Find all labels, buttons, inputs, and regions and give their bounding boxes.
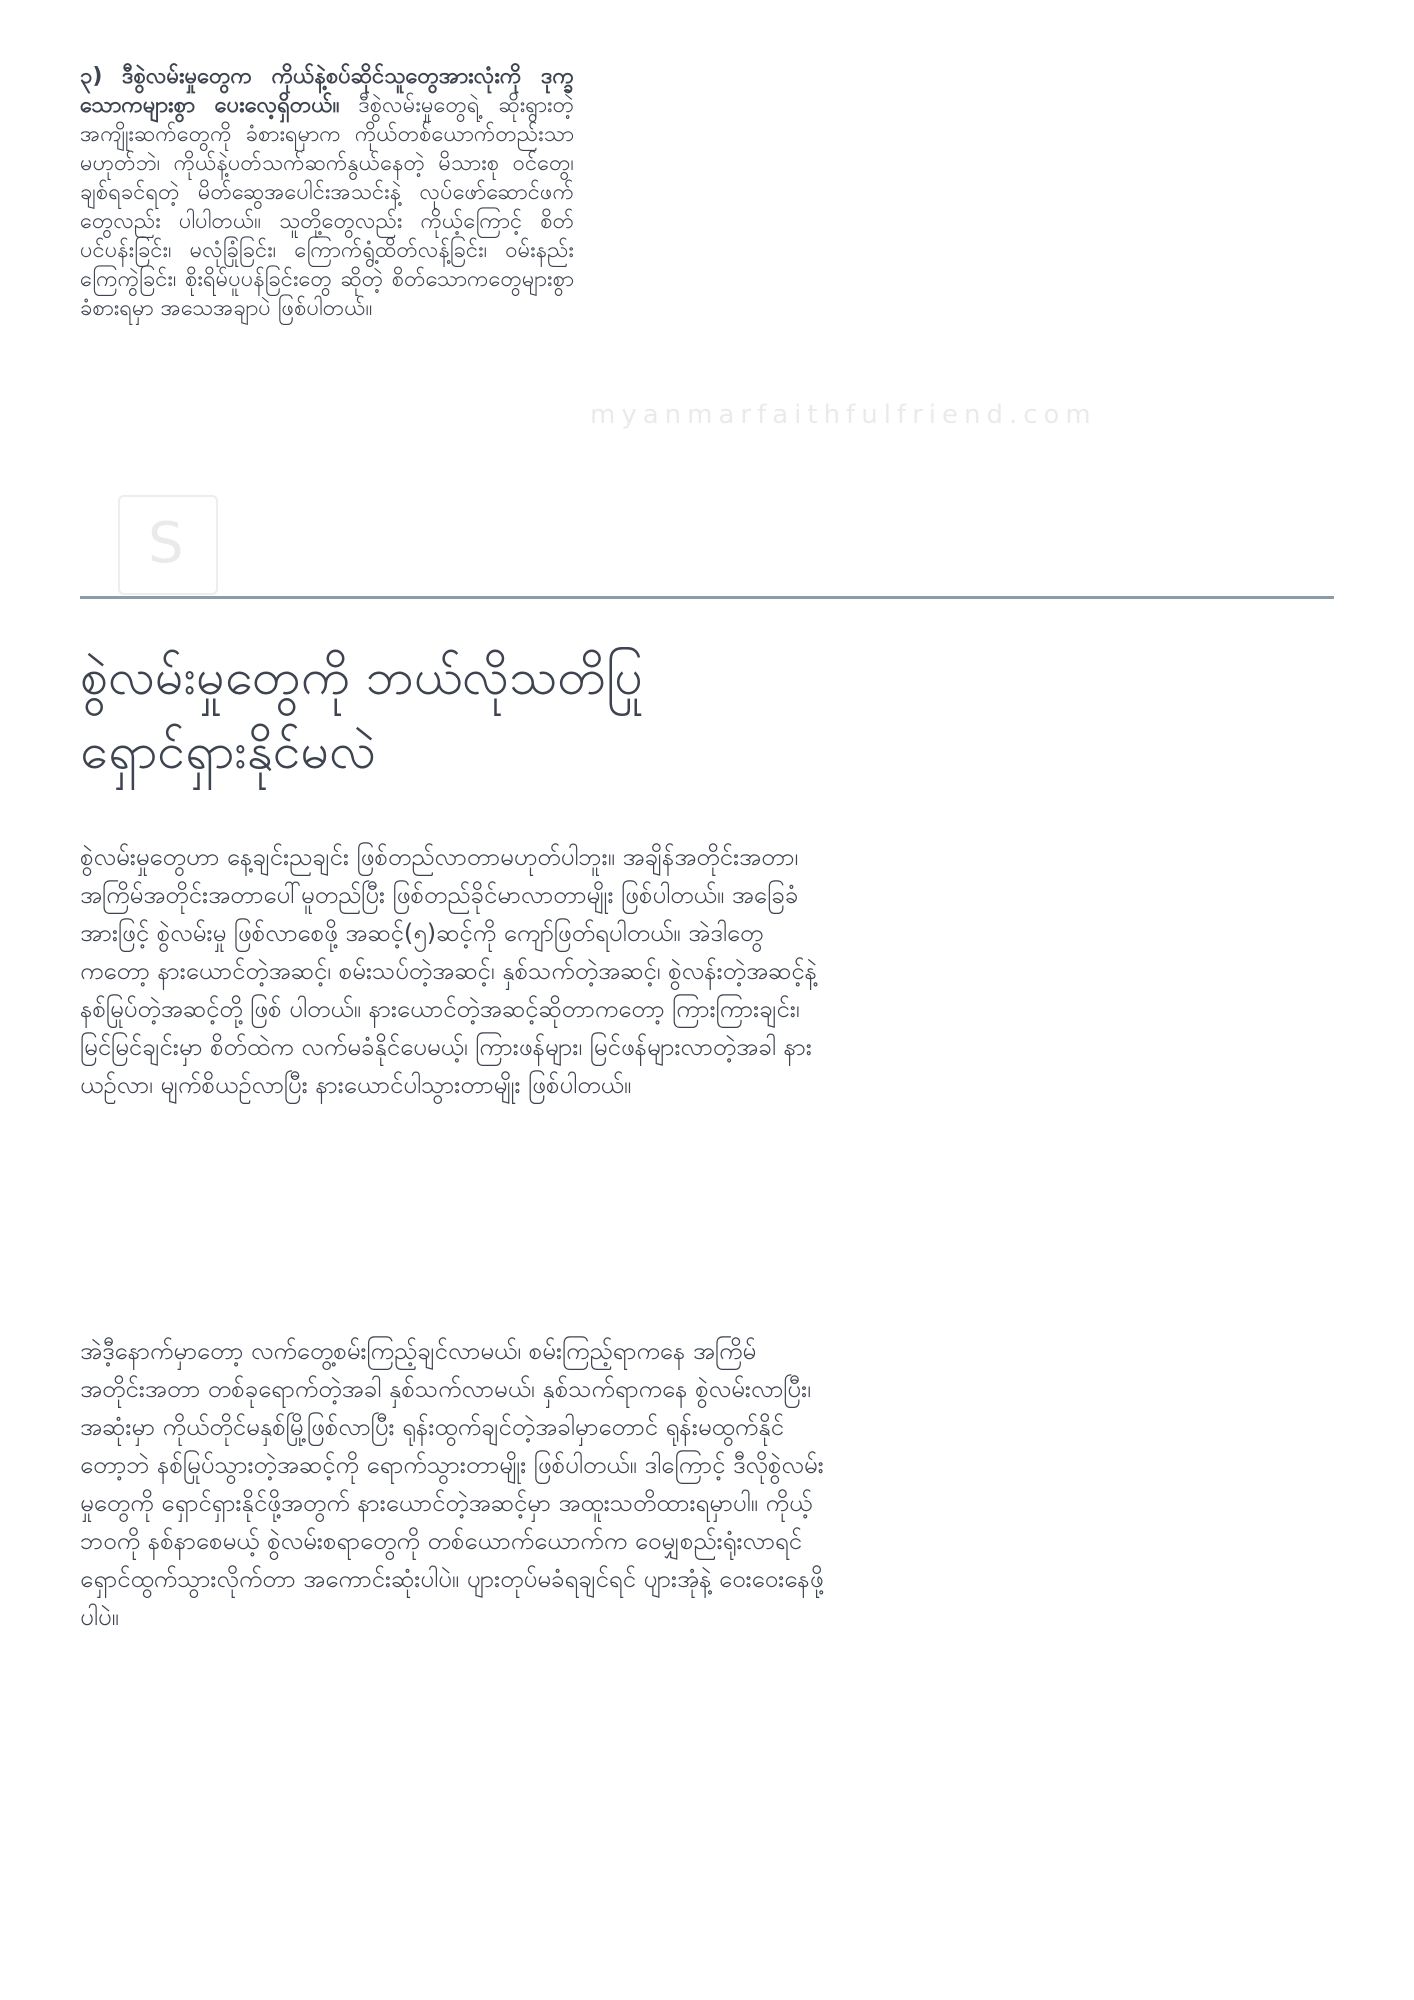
top-section-body: ဒီစွဲလမ်းမှုတွေရဲ့ ဆိုးရွားတဲ့အကျိုးဆက်တွေကို ခံစားရမှာက ကိုယ်တစ်ယောက်တည်းသာမဟုတ်ဘဲ၊ ကိုယ်နဲ့ပတ်သက်ဆက်နွယ်နေတဲ့ မိသားစု ဝင်တွေ၊ ချစ်ရခင်ရတဲ့ မိတ်ဆွေအပေါင်းအသင်းနဲ့ လုပ်ဖော်ဆောင်ဖက်တွေလည်း ပါပါတယ်။ သူတို့တွေလည်း ကိုယ့်ကြောင့် စိတ်ပင်ပန်းခြင်း၊ မလုံခြုံခြင်း၊ ကြောက်ရွံ့ထိတ်လန့်ခြင်း၊ ဝမ်းနည်းကြေကွဲခြင်း၊ စိုးရိမ်ပူပန်ခြင်းတွေ ဆိုတဲ့ စိတ်သောကတွေများစွာ ခံစားရမှာ အသေအချာပဲ ဖြစ်ပါတယ်။ — [80, 93, 574, 321]
top-section — [80, 62, 574, 323]
section-title: စွဲလမ်းမှုတွေကို ဘယ်လိုသတိပြု ရှောင်ရှားနိုင်မလဲ — [80, 648, 643, 780]
section-paragraph-1: စွဲလမ်းမှုတွေဟာ နေ့ချင်းညချင်း ဖြစ်တည်လာတာမဟုတ်ပါဘူး။ အချိန်အတိုင်းအတာ၊ အကြိမ်အတိုင်းအတာပေါ်မူတည်ပြီး ဖြစ်တည်ခိုင်မာလာတာမျိုး ဖြစ်ပါတယ်။ အခြေခံအားဖြင့် စွဲလမ်းမှု ဖြစ်လာစေဖို့ အဆင့်(၅)ဆင့်ကို ကျော်ဖြတ်ရပါတယ်။ အဲဒါတွေကတော့ နားယောင်တဲ့အဆင့်၊ စမ်းသပ်တဲ့အဆင့်၊ နှစ်သက်တဲ့အဆင့်၊ စွဲလန်းတဲ့အဆင့်နဲ့ နစ်မြုပ်တဲ့အဆင့်တို့ ဖြစ် ပါတယ်။ နားယောင်တဲ့အဆင့်ဆိုတာကတော့ ကြားကြားချင်း၊ မြင်မြင်ချင်းမှာ စိတ်ထဲက လက်မခံနိုင်ပေမယ့်၊ ကြားဖန်များ၊ မြင်ဖန်များလာတဲ့အခါ နားယဉ်လာ၊ မျက်စိယဉ်လာပြီး နားယောင်ပါသွားတာမျိုး ဖြစ်ပါတယ်။ — [80, 843, 817, 1099]
section-paragraph-2: အဲဒီ့နောက်မှာတော့ လက်တွေ့စမ်းကြည့်ချင်လာမယ်၊ စမ်းကြည့်ရာကနေ အကြိမ်အတိုင်းအတာ တစ်ခုရောက်တဲ့အခါ နှစ်သက်လာမယ်၊ နှစ်သက်ရာကနေ စွဲလမ်းလာပြီး၊ အဆုံးမှာ ကိုယ်တိုင်မနှစ်မြို့ဖြစ်လာပြီး ရုန်းထွက်ချင်တဲ့အခါမှာတောင် ရုန်းမထွက်နိုင်တော့ဘဲ နစ်မြုပ်သွားတဲ့အဆင့်ကို ရောက်သွားတာမျိုး ဖြစ်ပါတယ်။ ဒါကြောင့် ဒီလိုစွဲလမ်းမှုတွေကို ရှောင်ရှားနိုင်ဖို့အတွက် နားယောင်တဲ့အဆင့်မှာ အထူးသတိထားရမှာပါ။ ကိုယ့်ဘဝကို နစ်နာစေမယ့် စွဲလမ်းစရာတွေကို တစ်ယောက်ယောက်က ဝေမျှစည်းရုံးလာရင် ရှောင်ထွက်သွားလိုက်တာ အကောင်းဆုံးပါပဲ။ ပျားတုပ်မခံရချင်ရင် ပျားအုံနဲ့ ဝေးဝေးနေဖို့ပါပဲ။ — [80, 1337, 824, 1631]
top-section-lead: ၃) ဒီစွဲလမ်းမှုတွေက ကိုယ်နဲ့စပ်ဆိုင်သူတွေအားလုံးကို ဒုက္ခသောကများစွာ ပေးလေ့ရှိတယ်။ — [80, 64, 574, 118]
watermark-logo — [118, 495, 218, 595]
watermark: myanmarfaithfulfriend.com — [590, 400, 1097, 430]
section-divider — [80, 596, 1334, 599]
watermark-logo-glyph: S — [148, 511, 184, 576]
